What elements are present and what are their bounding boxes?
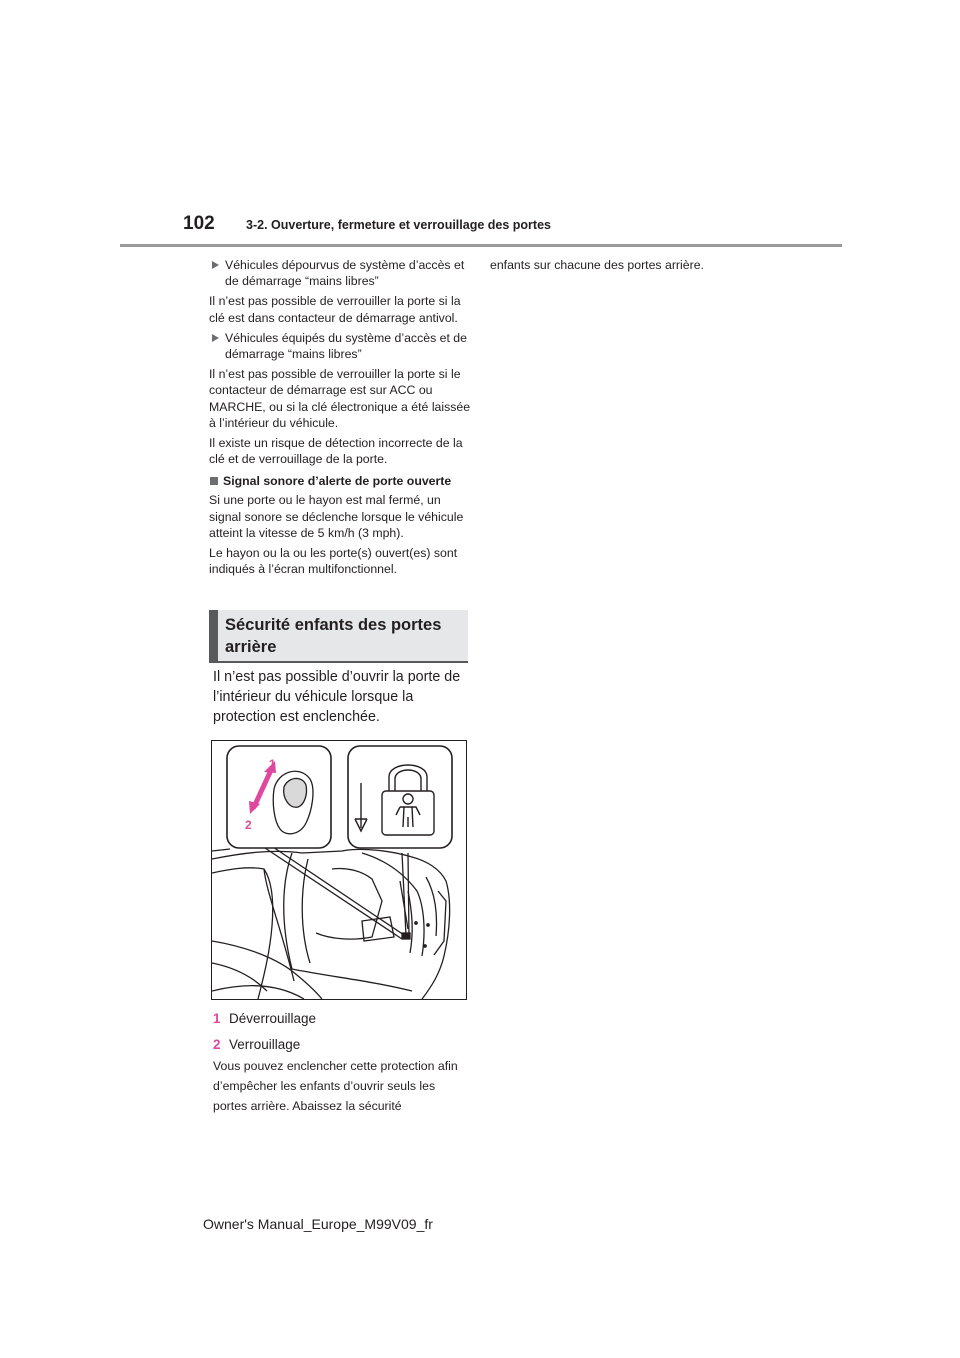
legend-text: Déverrouillage <box>229 1011 317 1026</box>
footer: Owner's Manual_Europe_M99V09_fr <box>203 1216 433 1232</box>
section-title-box <box>209 610 468 661</box>
figure-label-1: 1 <box>269 757 276 771</box>
paragraph: Il existe un risque de détection incorrecte de la clé et de verrouillage de la porte. <box>209 436 463 467</box>
square-bullet-icon <box>210 477 218 485</box>
triangle-bullet-icon <box>212 261 219 269</box>
legend-text: Verrouillage <box>229 1037 301 1052</box>
left-column <box>209 257 471 581</box>
note-text: Vous pouvez enclencher cette protection afin d’empêcher les enfants d’ouvrir seuls les portes arrière. Abaissez la sécurité <box>213 1059 458 1113</box>
section-title-rule <box>209 661 468 663</box>
right-column <box>490 257 790 273</box>
paragraph: Si une porte ou le hayon est mal fermé, un signal sonore se déclenche lorsque le véhicule atteint la vitesse de 5 km/h (3 mph). <box>209 493 464 540</box>
bullet-item <box>209 330 471 362</box>
legend-item <box>213 1006 316 1032</box>
paragraph: Il n’est pas possible de verrouiller la porte si le contacteur de démarrage est sur ACC ou MARCHE, ou si la clé électronique a été laissée à l’intérieur du véhicule. <box>209 367 471 430</box>
illustration-svg <box>212 741 467 1000</box>
bullet-text: Véhicules dépourvus de système d’accès et de démarrage “mains libres” <box>225 258 465 289</box>
bullet-item <box>209 257 471 289</box>
section-header: 3-2. Ouverture, fermeture et verrouillage des portes <box>246 218 551 232</box>
legend-number: 2 <box>213 1037 221 1052</box>
paragraph: Le hayon ou la ou les porte(s) ouvert(es) sont indiqués à l’écran multifonctionnel. <box>209 546 458 577</box>
figure-label-2: 2 <box>245 818 252 832</box>
child-lock-illustration <box>211 740 467 1000</box>
bullet-text: Véhicules équipés du système d’accès et de démarrage “mains libres” <box>225 330 467 362</box>
legend-number: 1 <box>213 1011 221 1026</box>
paragraph: enfants sur chacune des portes arrière. <box>490 258 704 272</box>
legend <box>213 1006 316 1058</box>
intro-text: Il n’est pas possible d’ouvrir la porte de l’intérieur du véhicule lorsque la protection est enclenchée. <box>213 669 461 725</box>
triangle-bullet-icon <box>212 334 219 342</box>
section-title: Sécurité enfants des portes arrière <box>225 616 442 656</box>
subheading <box>209 473 471 489</box>
legend-item <box>213 1032 316 1058</box>
paragraph: Il n’est pas possible de verrouiller la porte si la clé est dans contacteur de démarrage antivol. <box>209 294 461 325</box>
header-rule <box>120 244 842 247</box>
subheading-text: Signal sonore d’alerte de porte ouverte <box>223 474 452 489</box>
page-number: 102 <box>183 213 215 234</box>
